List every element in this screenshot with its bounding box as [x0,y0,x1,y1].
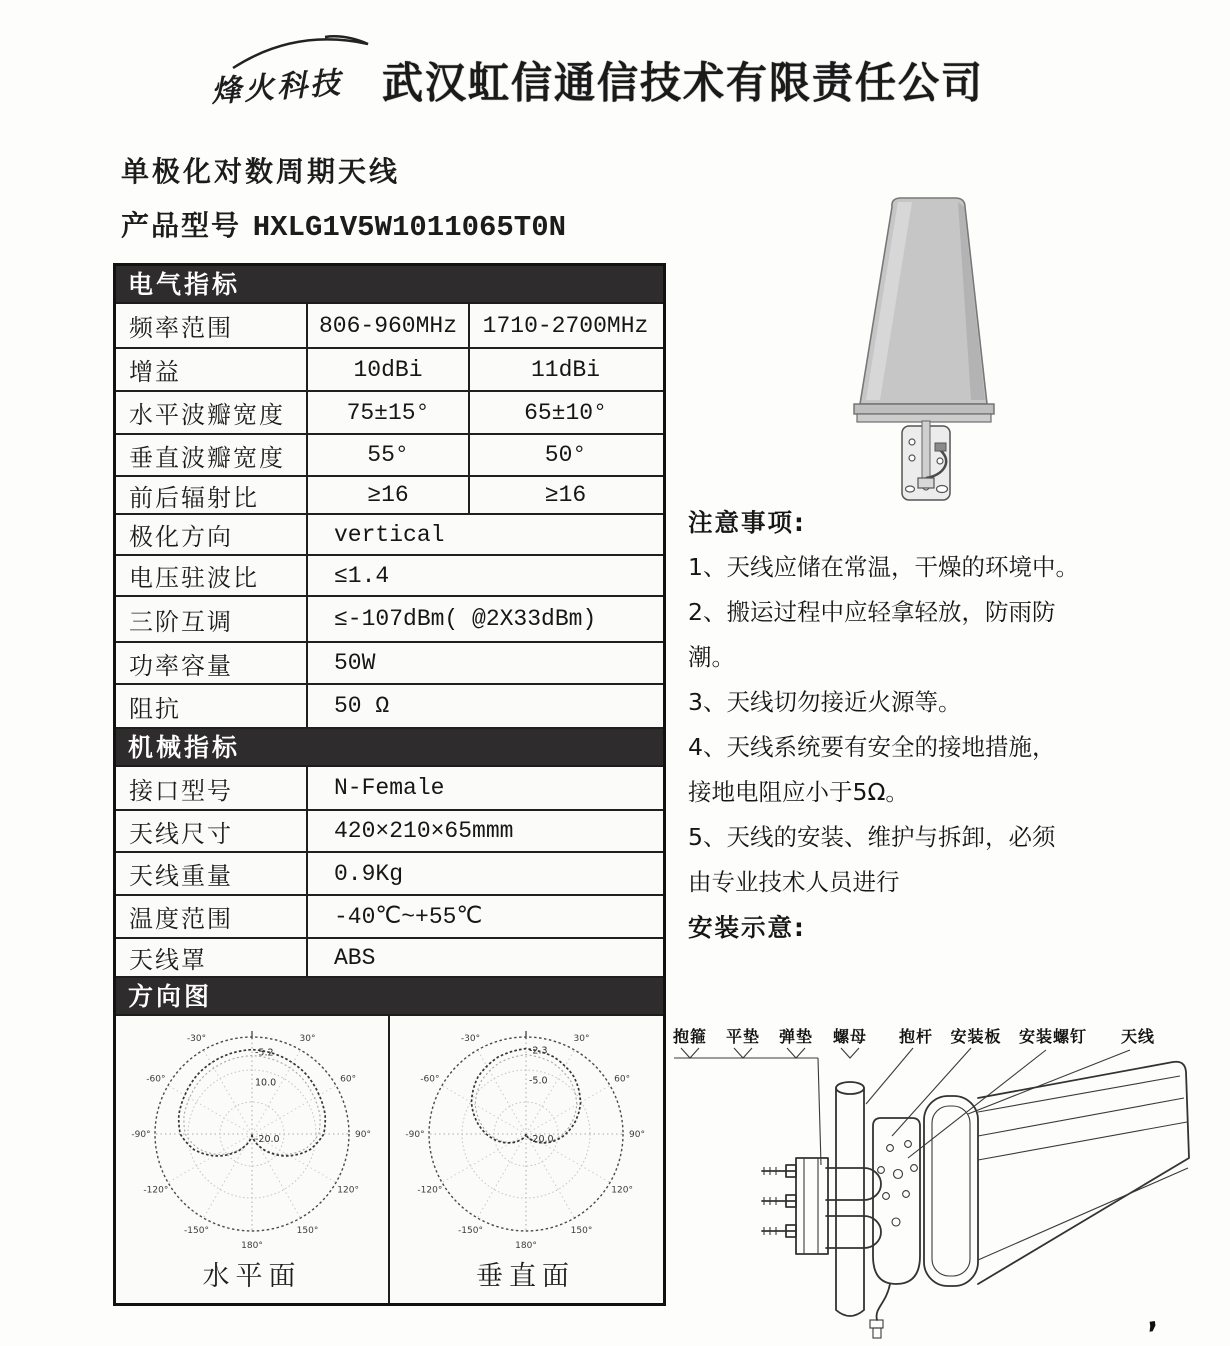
svg-text:-150°: -150° [457,1226,483,1237]
note-line: 3、天线切勿接近火源等。 [688,688,962,716]
row-label: 阻抗 [116,685,308,727]
row-value: ≤1.4 [334,562,390,589]
svg-text:90°: 90° [355,1130,371,1140]
row-value: 0.9Kg [334,860,404,887]
horizontal-pattern-polar-chart [120,1016,384,1254]
svg-text:-20.0: -20.0 [255,1133,280,1145]
row-value-band1: ≥16 [367,482,409,508]
row-label: 垂直波瓣宽度 [116,435,308,475]
install-label-antenna: 天线 [1120,1027,1156,1046]
table-row [116,477,663,515]
note-line: 接地电阻应小于5Ω。 [688,778,909,806]
row-label: 电压驻波比 [116,556,308,595]
note-line: 1、天线应储在常温，干燥的环境中。 [688,553,1079,581]
table-row [116,939,663,978]
table-row [116,767,663,811]
row-label: 天线尺寸 [116,811,308,851]
svg-text:10.0: 10.0 [255,1077,277,1089]
logo-text: 烽火科技 [209,65,344,110]
horizontal-plane-caption: 水平面 [202,1261,302,1292]
table-row [116,811,663,853]
table-row [116,515,663,556]
row-value-band2: 65±10° [524,399,607,426]
row-value: 420×210×65mmm [334,818,514,844]
svg-text:-5.0: -5.0 [528,1075,548,1087]
section-header-electrical: 电气指标 [116,266,663,304]
vertical-plane-caption: 垂直面 [476,1261,575,1292]
pattern-plots-row [116,1016,663,1303]
table-row [116,685,663,729]
svg-text:-120°: -120° [416,1185,442,1196]
table-row [116,392,663,435]
svg-text:-30°: -30° [186,1033,207,1044]
row-label: 三阶互调 [116,597,308,641]
svg-text:-60°: -60° [146,1074,166,1085]
note-line: 5、天线的安装、维护与拆卸，必须 [688,823,1056,851]
note-line: 2、搬运过程中应轻拿轻放，防雨防 [688,598,1056,626]
notes-block [688,500,1188,950]
row-label: 温度范围 [116,896,308,937]
svg-text:90°: 90° [628,1130,645,1140]
row-value: 50 Ω [334,693,390,719]
row-label: 前后辐射比 [116,477,308,513]
row-value: 50W [334,650,376,676]
model-label: 产品型号 [121,209,242,242]
row-value-band2: ≥16 [544,482,587,508]
table-row [116,597,663,643]
note-line: 4、天线系统要有安全的接地措施， [688,733,1056,761]
install-label-mounting-plate: 安装板 [950,1027,1002,1046]
vertical-pattern-polar-chart [394,1016,658,1254]
svg-text:-5.2: -5.2 [255,1047,274,1059]
svg-text:120°: 120° [337,1185,359,1196]
row-label: 功率容量 [116,643,308,683]
row-value: ABS [334,944,376,971]
svg-text:-90°: -90° [131,1130,151,1140]
notes-heading: 注意事项: [688,508,806,537]
row-value: N-Female [334,775,445,801]
row-value-band1: 75±15° [346,399,430,426]
table-row [116,435,663,477]
svg-text:-150°: -150° [184,1226,209,1237]
row-value-band2: 1710-2700MHz [482,312,649,339]
installation-diagram [668,1018,1230,1346]
row-label: 天线重量 [116,853,308,894]
antenna-product-image [830,190,1030,510]
scan-artifact-mark: , [1143,1299,1160,1336]
row-value: ≤-107dBm( @2X33dBm) [334,606,597,632]
svg-text:150°: 150° [296,1226,319,1237]
svg-text:-60°: -60° [419,1074,439,1085]
table-row [116,643,663,685]
svg-text:-2.3: -2.3 [528,1045,548,1057]
install-heading: 安装示意: [688,913,806,942]
svg-text:180°: 180° [514,1241,537,1251]
svg-text:180°: 180° [241,1241,263,1251]
row-value: -40℃~+55℃ [334,904,483,930]
vertical-pattern-cell [390,1016,661,1303]
product-model-line [121,204,566,244]
install-label-nut: 螺母 [832,1027,868,1046]
svg-text:-20.0: -20.0 [528,1133,554,1145]
row-value-band1: 806-960MHz [318,312,458,339]
row-value: vertical [334,521,445,548]
svg-text:-90°: -90° [404,1130,425,1140]
table-row [116,304,663,349]
model-value: HXLG1V5W1011065T0N [252,211,567,244]
table-row [116,853,663,896]
svg-text:30°: 30° [299,1033,316,1044]
row-label: 天线罩 [116,939,308,976]
row-label: 水平波瓣宽度 [116,392,308,433]
logo-swoosh-icon [205,28,390,118]
install-label-pole: 抱杆 [898,1027,934,1046]
install-label-clamp: 抱箍 [672,1027,708,1046]
table-row [116,896,663,939]
company-name: 武汉虹信通信技术有限责任公司 [382,58,984,109]
install-label-mounting-screw: 安装螺钉 [1018,1027,1088,1046]
svg-text:120°: 120° [610,1185,633,1196]
company-logo [205,28,390,118]
table-row [116,556,663,597]
note-line: 潮。 [688,643,735,671]
svg-text:-120°: -120° [143,1185,169,1196]
svg-text:30°: 30° [573,1033,589,1044]
row-value-band1: 55° [367,442,409,468]
svg-text:-30°: -30° [460,1033,480,1044]
section-header-mechanical: 机械指标 [116,729,663,767]
install-label-spring-washer: 弹垫 [778,1027,814,1046]
row-value-band2: 11dBi [530,356,600,383]
product-title: 单极化对数周期天线 [121,155,401,188]
horizontal-pattern-cell [116,1016,390,1303]
row-label: 增益 [116,349,308,390]
row-label: 极化方向 [116,515,308,554]
note-line: 由专业技术人员进行 [688,868,900,896]
row-label: 接口型号 [116,767,308,809]
row-label: 频率范围 [116,304,308,347]
svg-text:60°: 60° [340,1074,357,1085]
spec-table [113,263,666,1306]
row-value-band1: 10dBi [353,356,423,383]
svg-text:60°: 60° [613,1074,630,1085]
install-label-flat-washer: 平垫 [725,1027,761,1046]
section-header-pattern: 方向图 [116,978,663,1016]
svg-text:150°: 150° [570,1226,592,1237]
row-value-band2: 50° [544,442,587,468]
table-row [116,349,663,392]
